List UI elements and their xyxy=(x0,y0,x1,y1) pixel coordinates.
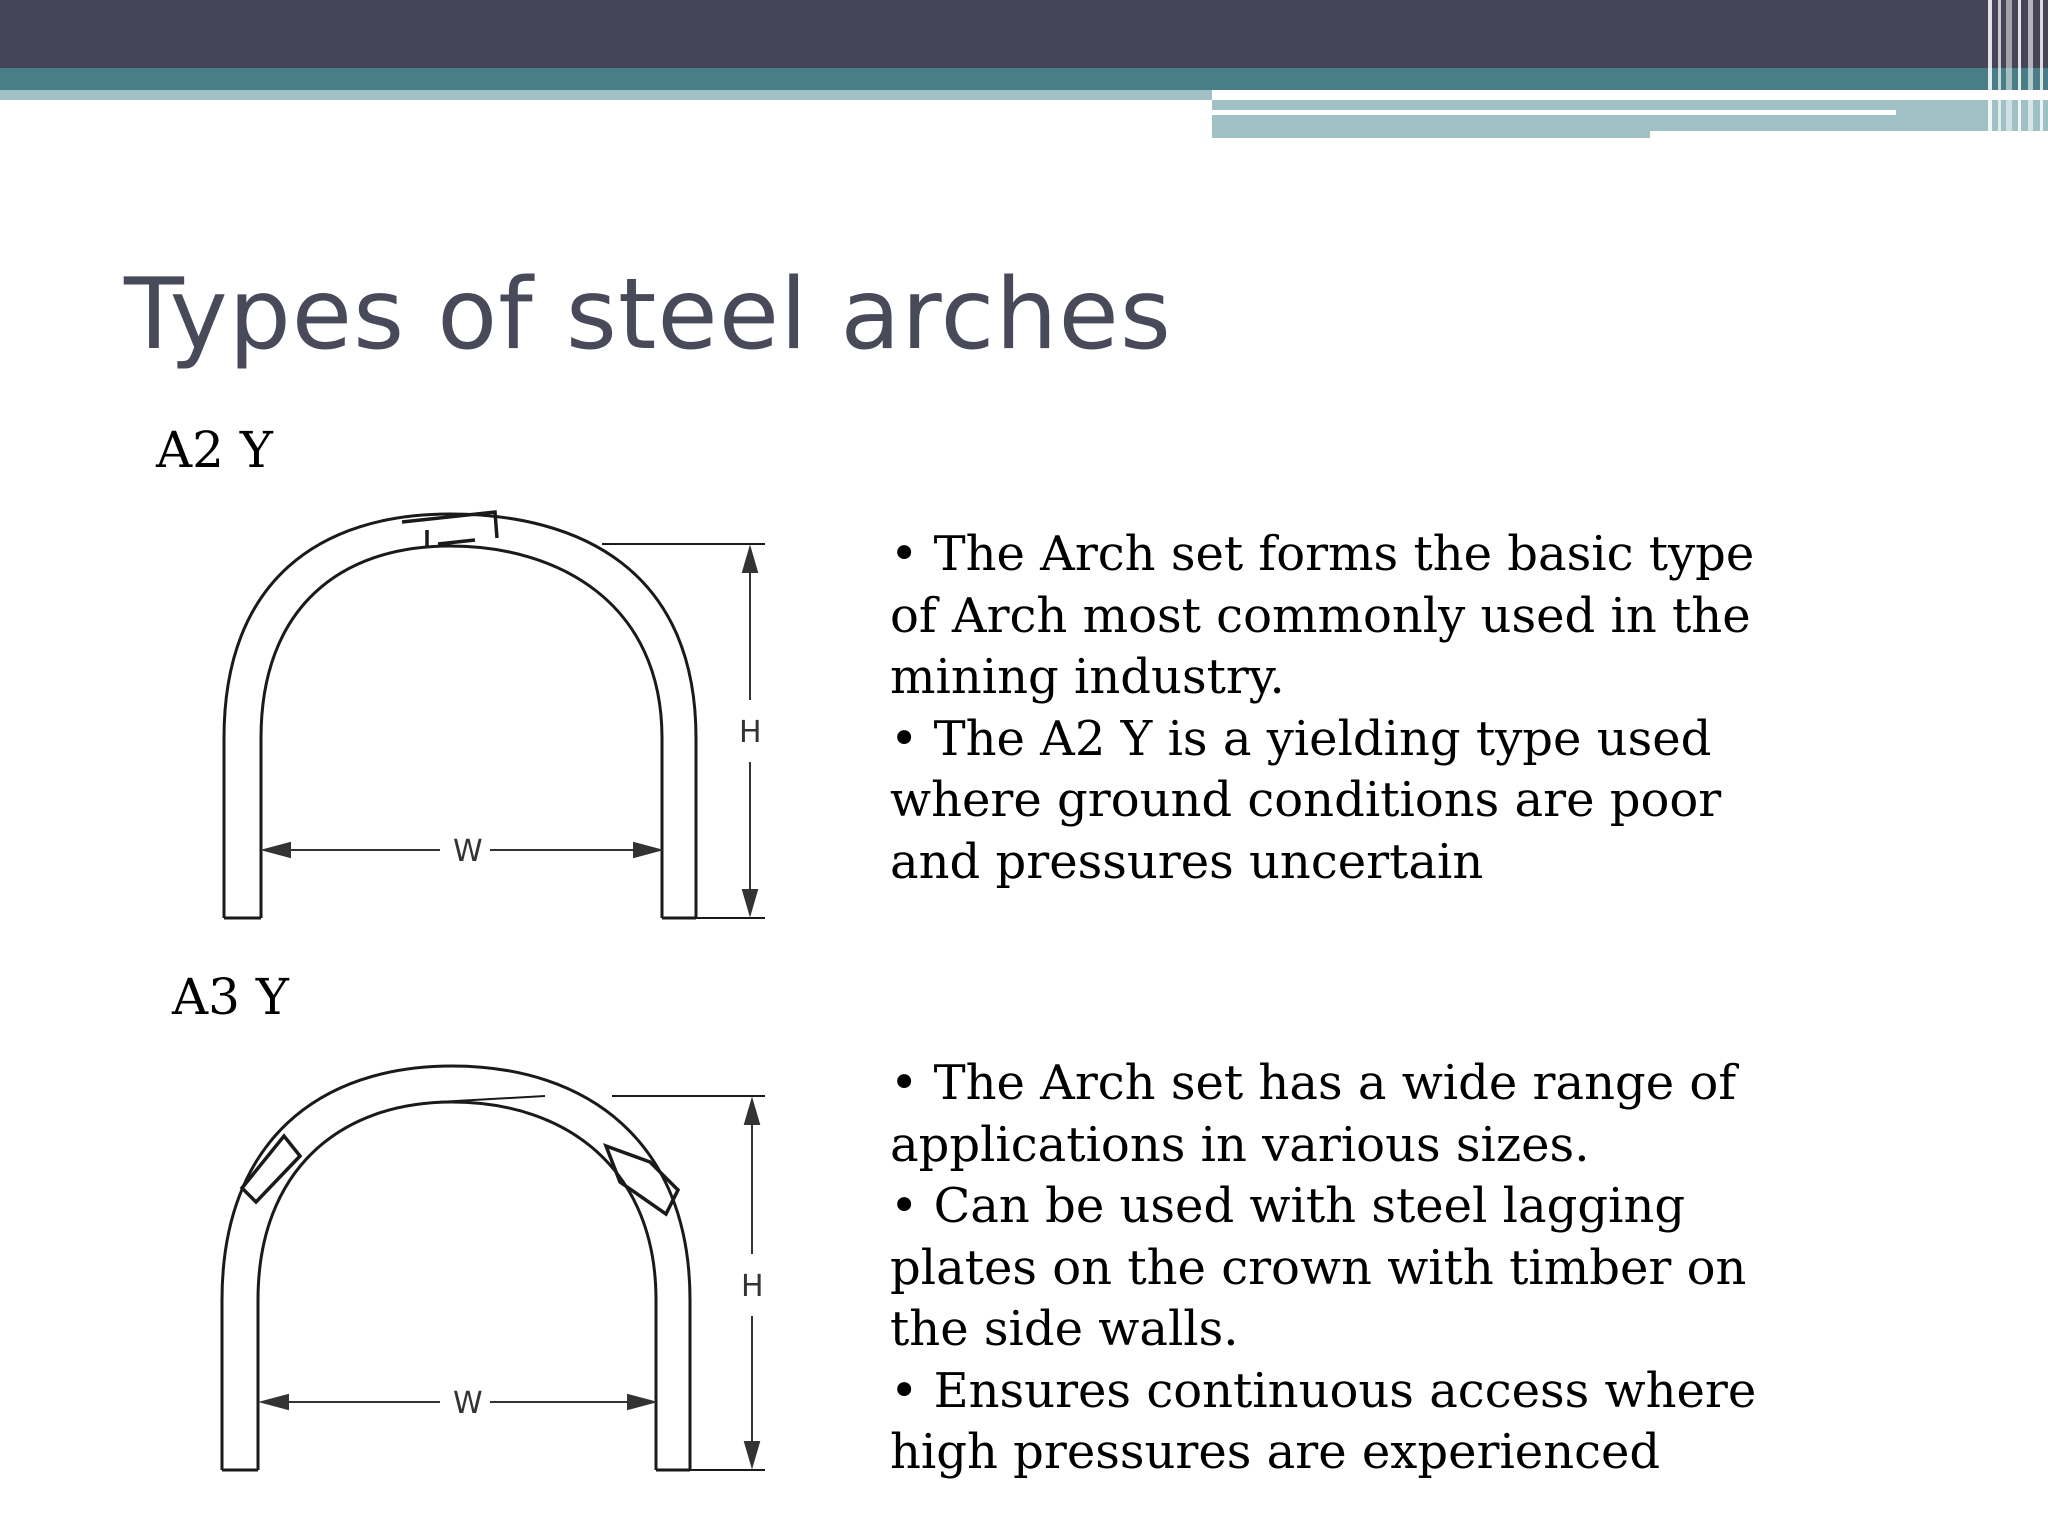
slide-title: Types of steel arches xyxy=(124,258,1172,372)
a3y-width-arrow-right xyxy=(628,1395,654,1409)
a2y-width-arrow-left xyxy=(264,843,290,857)
a2y-width-label: W xyxy=(453,834,483,869)
a2y-width-arrow-right xyxy=(634,843,660,857)
a3y-width-arrow-left xyxy=(262,1395,288,1409)
a3y-right-joint xyxy=(606,1146,678,1214)
a3y-height-arrow-bottom xyxy=(745,1442,759,1466)
a2y-crown-joint xyxy=(402,512,497,546)
a3y-description xyxy=(890,1053,1810,1484)
arch-label-a3y: A3 Y xyxy=(172,968,289,1026)
header-decoration xyxy=(0,0,2048,140)
a3y-height-label: H xyxy=(741,1269,764,1304)
a2y-bullet-2: • The A2 Y is a yielding type used where ground conditions are poor and pressures uncertain xyxy=(890,709,1810,894)
a2y-bullet-1: • The Arch set forms the basic type of Arch most commonly used in the mining industry. xyxy=(890,524,1810,709)
a2y-description xyxy=(890,524,1810,893)
a3y-bullet-2: • Can be used with steel lagging plates on the crown with timber on the side walls. xyxy=(890,1176,1810,1361)
arch-label-a2y: A2 Y xyxy=(156,421,273,479)
a2y-arch-diagram xyxy=(210,500,780,930)
a2y-height-arrow-top xyxy=(743,548,757,572)
a2y-height-arrow-bottom xyxy=(743,890,757,914)
a3y-height-arrow-top xyxy=(745,1100,759,1124)
a3y-bullet-3: • Ensures continuous access where high pressures are experienced xyxy=(890,1361,1810,1484)
a3y-bullet-1: • The Arch set has a wide range of applications in various sizes. xyxy=(890,1053,1810,1176)
a3y-arch-diagram xyxy=(200,1050,780,1490)
a2y-height-label: H xyxy=(739,715,762,750)
a3y-width-label: W xyxy=(453,1386,483,1421)
a3y-crown-mark xyxy=(438,1096,545,1102)
